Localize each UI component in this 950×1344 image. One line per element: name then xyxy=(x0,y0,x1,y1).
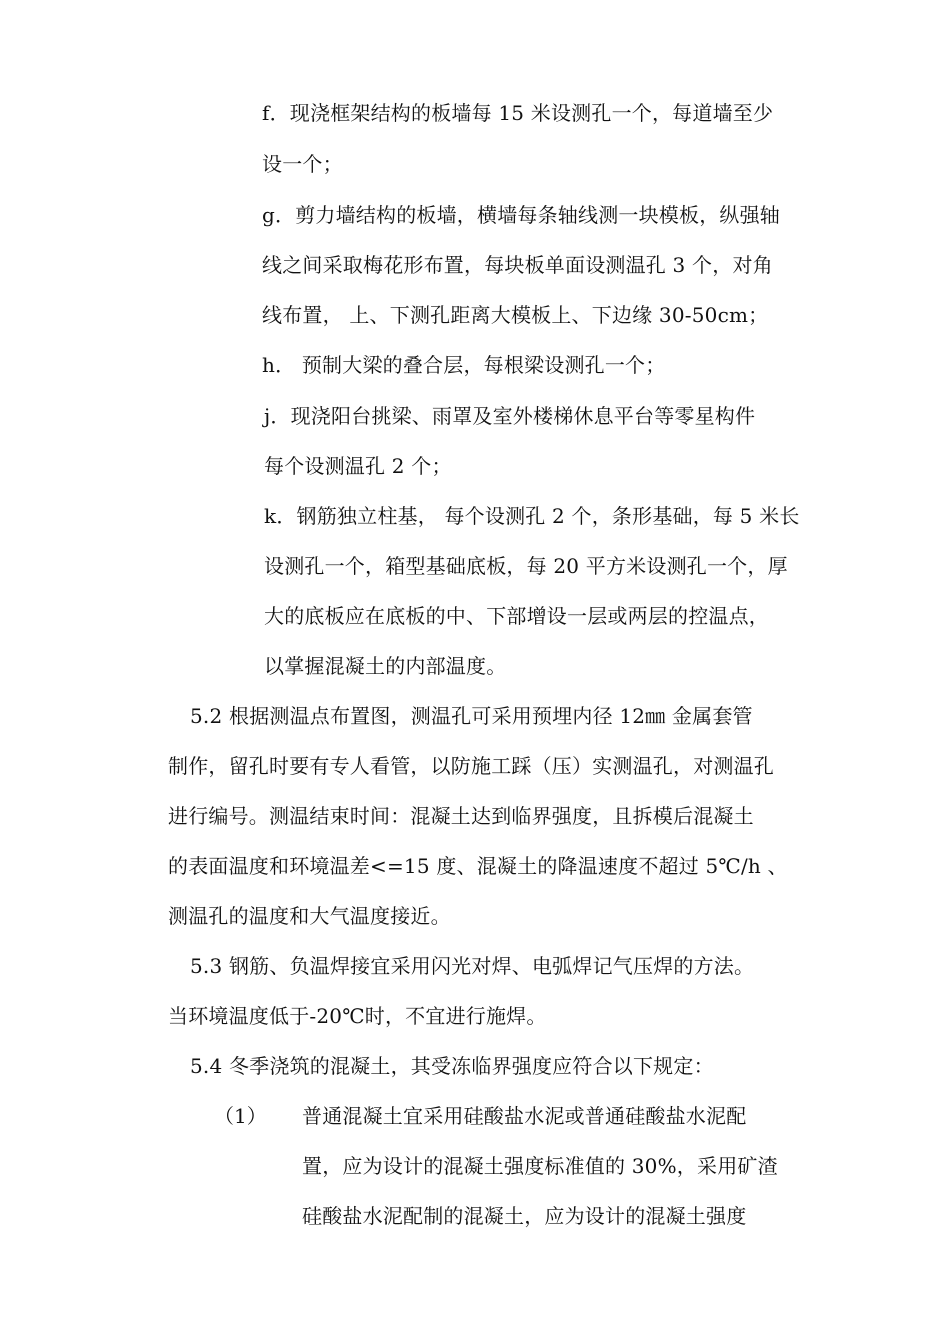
section-5-4-line-1: 5.4 冬季浇筑的混凝土，其受冻临界强度应符合以下规定： xyxy=(190,1054,714,1078)
section-5-2-line-3: 进行编号。测温结束时间：混凝土达到临界强度，且拆模后混凝土 xyxy=(168,804,754,828)
item-j-line-2: 每个设测温孔 2 个； xyxy=(264,454,452,478)
list-item-1-line-1: 普通混凝土宜采用硅酸盐水泥或普通硅酸盐水泥配 xyxy=(302,1104,747,1128)
item-j-line-1: j．现浇阳台挑梁、雨罩及室外楼梯休息平台等零星构件 xyxy=(264,404,756,428)
list-item-1-marker: （1） xyxy=(214,1104,267,1128)
section-5-3-line-1: 5.3 钢筋、负温焊接宜采用闪光对焊、电弧焊记气压焊的方法。 xyxy=(190,954,755,978)
section-5-2-line-5: 测温孔的温度和大气温度接近。 xyxy=(168,904,451,928)
item-k-line-4: 以掌握混凝土的内部温度。 xyxy=(264,654,507,678)
list-item-1-line-3: 硅酸盐水泥配制的混凝土，应为设计的混凝土强度 xyxy=(302,1204,747,1228)
section-5-2-line-4: 的表面温度和环境温差<=15 度、混凝土的降温速度不超过 5℃/h 、 xyxy=(168,854,788,878)
item-g-line-1: g．剪力墙结构的板墙，横墙每条轴线测一块模板，纵强轴 xyxy=(262,203,781,227)
section-5-2-line-1: 5.2 根据测温点布置图，测温孔可采用预埋内径 12㎜ 金属套管 xyxy=(190,704,753,728)
item-g-line-3: 线布置， 上、下测孔距离大模板上、下边缘 30-50cm； xyxy=(262,303,769,327)
item-k-line-1: k．钢筋独立柱基， 每个设测孔 2 个，条形基础，每 5 米长 xyxy=(264,504,800,528)
section-5-3-line-2: 当环境温度低于-20℃时，不宜进行施焊。 xyxy=(168,1004,547,1028)
item-k-line-2: 设测孔一个，箱型基础底板，每 20 平方米设测孔一个，厚 xyxy=(264,554,788,578)
item-h-line-1: h． 预制大梁的叠合层，每根梁设测孔一个； xyxy=(262,353,666,377)
item-k-line-3: 大的底板应在底板的中、下部增设一层或两层的控温点， xyxy=(264,604,769,628)
item-f-line-1: f．现浇框架结构的板墙每 15 米设测孔一个，每道墙至少 xyxy=(262,101,774,125)
list-item-1-line-2: 置，应为设计的混凝土强度标准值的 30%，采用矿渣 xyxy=(302,1154,778,1178)
item-g-line-2: 线之间采取梅花形布置，每块板单面设测温孔 3 个，对角 xyxy=(262,253,773,277)
item-f-line-2: 设一个； xyxy=(262,152,343,176)
section-5-2-line-2: 制作，留孔时要有专人看管，以防施工踩（压）实测温孔，对测温孔 xyxy=(168,754,774,778)
